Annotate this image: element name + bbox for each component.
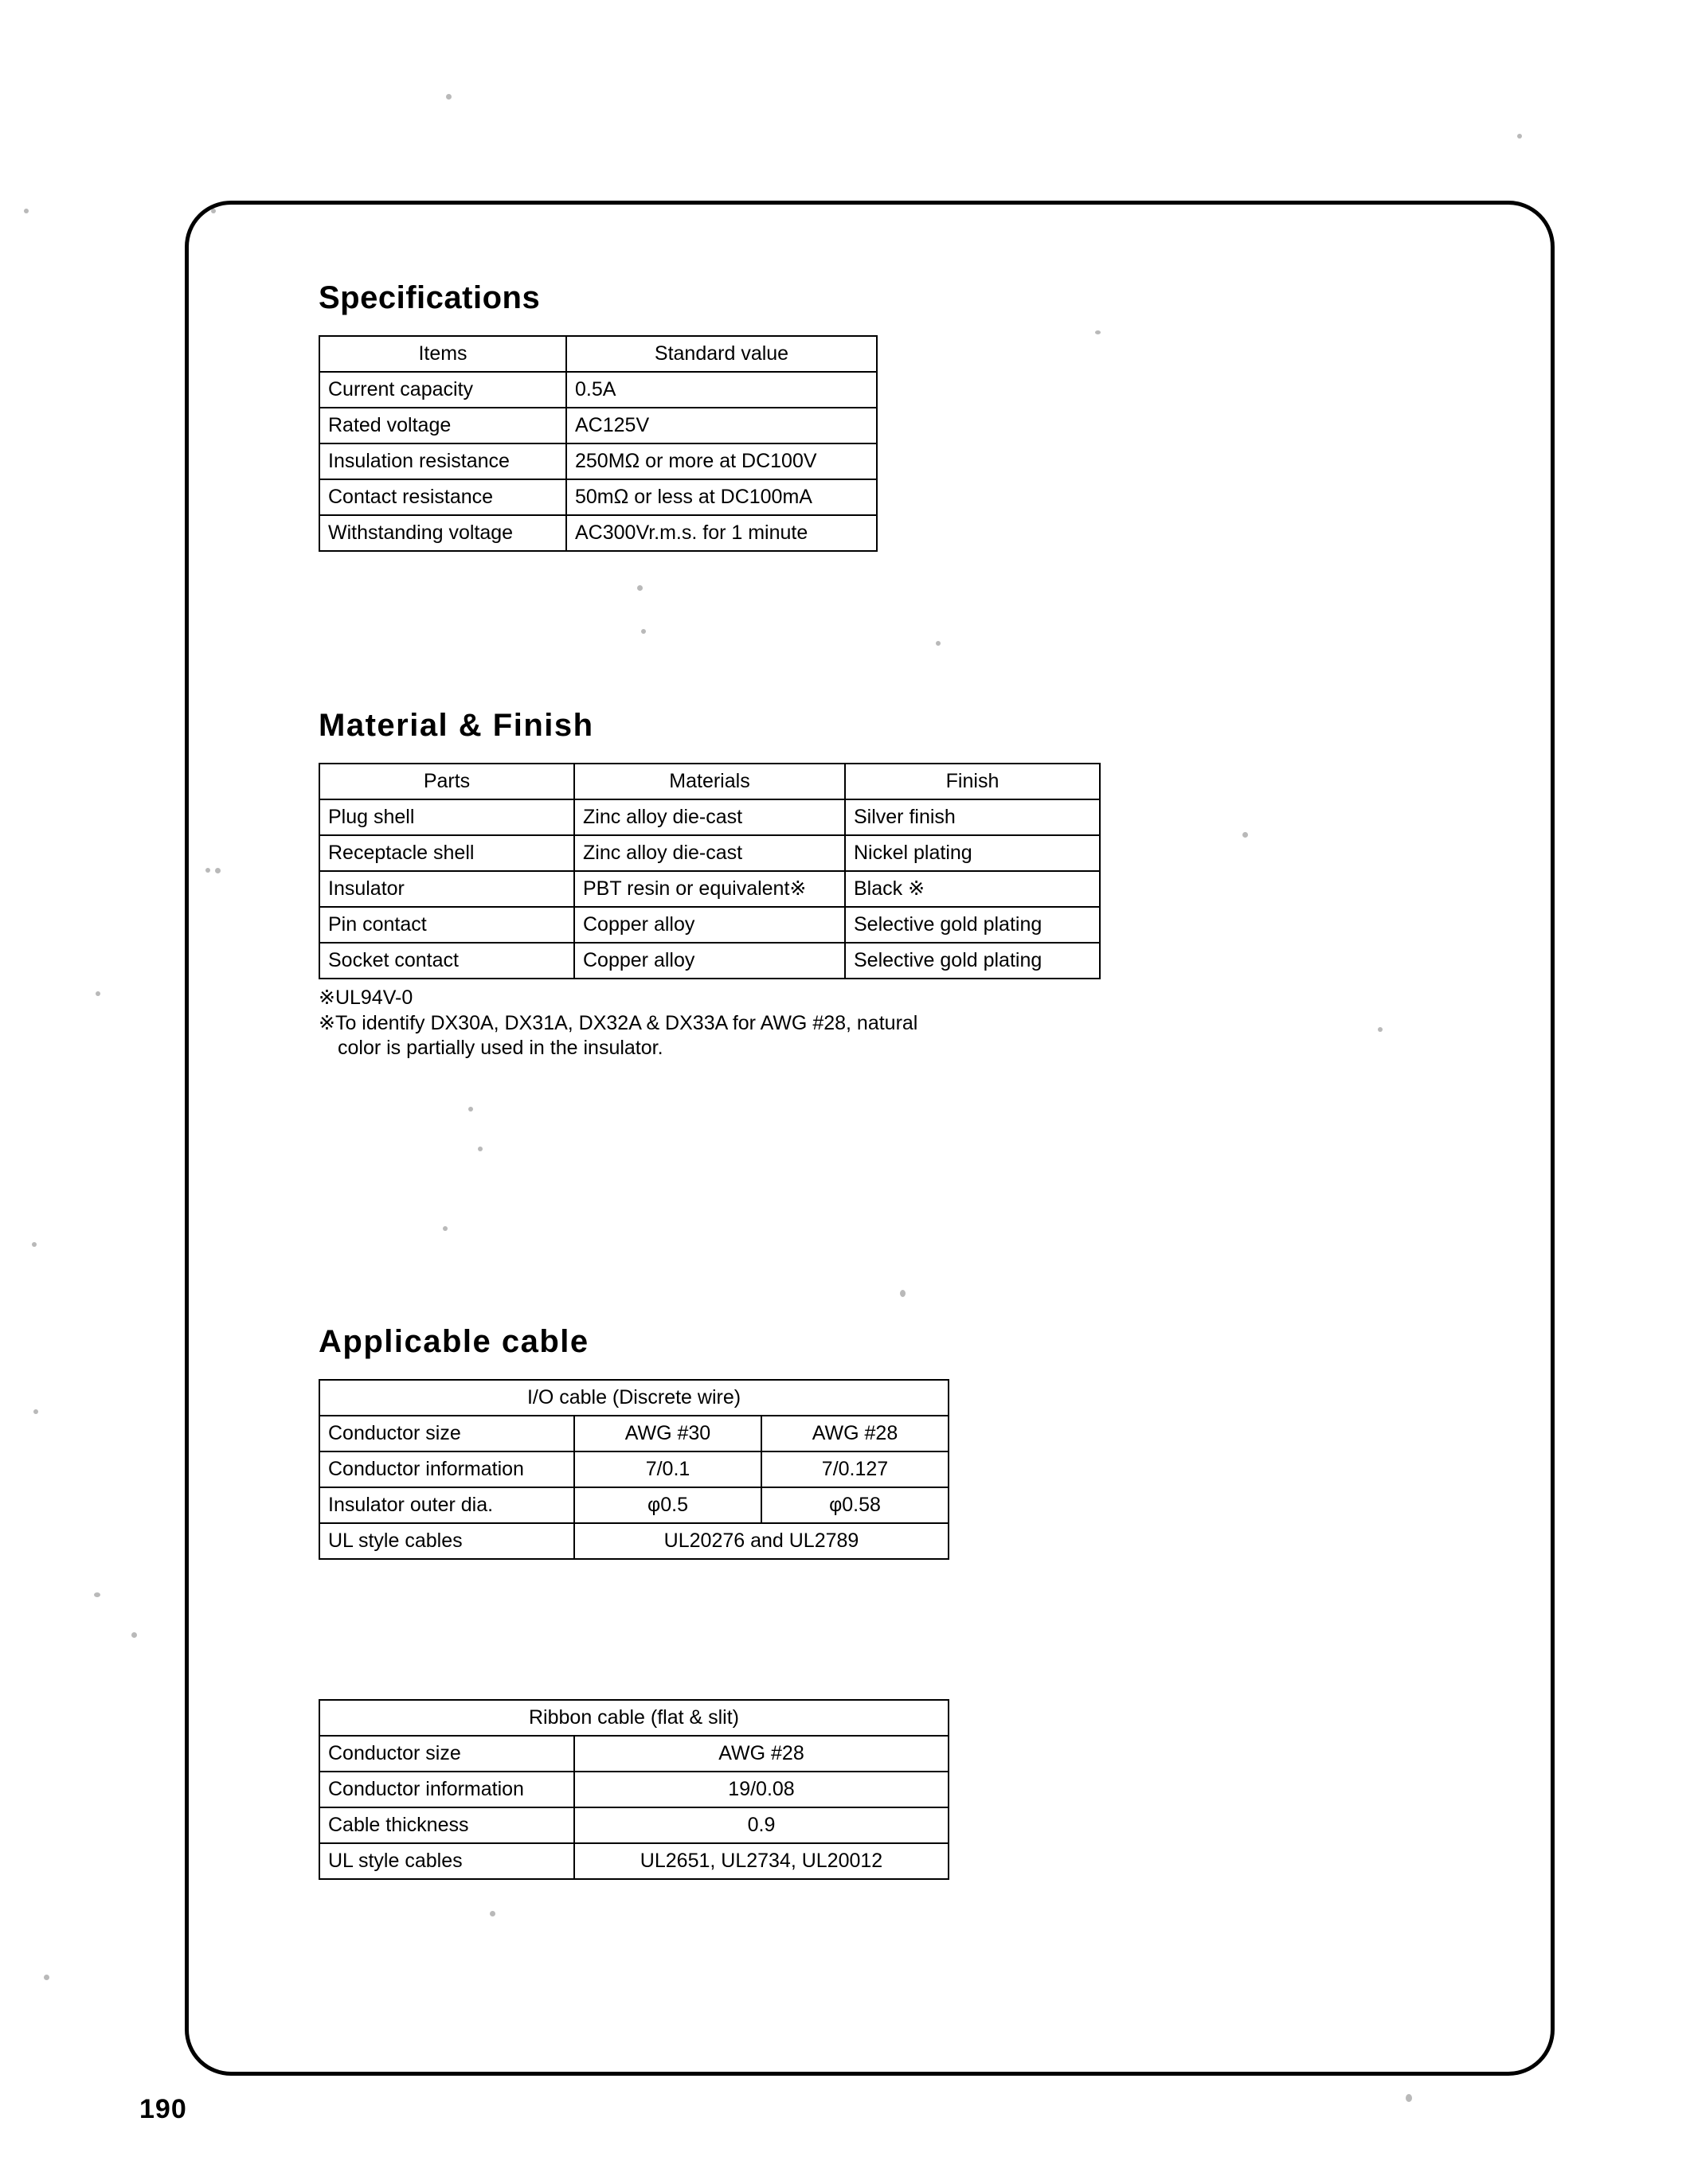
- scan-speck: [33, 1409, 38, 1414]
- table-row: [319, 1523, 949, 1559]
- scan-speck: [94, 1592, 100, 1597]
- table-row: [319, 1487, 949, 1523]
- cell-value: φ0.58: [761, 1487, 949, 1523]
- cell-part: Pin contact: [319, 907, 574, 943]
- table-caption: I/O cable (Discrete wire): [319, 1380, 949, 1416]
- specifications-heading: Specifications: [319, 280, 541, 315]
- note-line: color is partially used in the insulator.: [338, 1037, 663, 1059]
- cell-value: AC125V: [566, 408, 877, 443]
- table-row: [319, 1416, 949, 1451]
- scan-speck: [446, 94, 452, 100]
- cell-value: 7/0.127: [761, 1451, 949, 1487]
- cell-part: Plug shell: [319, 799, 574, 835]
- table-caption-row: [319, 1700, 949, 1736]
- cell-label: UL style cables: [319, 1523, 574, 1559]
- column-header: Finish: [845, 764, 1100, 799]
- table-row: [319, 443, 877, 479]
- table-caption-row: [319, 1380, 949, 1416]
- cell-label: Conductor size: [319, 1416, 574, 1451]
- cell-value: UL2651, UL2734, UL20012: [574, 1843, 949, 1879]
- table-row: [319, 871, 1100, 907]
- column-header: Materials: [574, 764, 845, 799]
- scan-speck: [32, 1242, 37, 1247]
- ribbon-cable-table: [319, 1699, 949, 1880]
- cell-item: Insulation resistance: [319, 443, 566, 479]
- scan-speck: [44, 1975, 49, 1980]
- table-row: [319, 799, 1100, 835]
- scan-speck: [1406, 2094, 1412, 2102]
- cell-label: Conductor size: [319, 1736, 574, 1772]
- cell-finish: Selective gold plating: [845, 907, 1100, 943]
- cell-value: AWG #30: [574, 1416, 761, 1451]
- io-cable-table: [319, 1379, 949, 1560]
- cell-item: Withstanding voltage: [319, 515, 566, 551]
- cell-finish: Nickel plating: [845, 835, 1100, 871]
- material-finish-heading: Material & Finish: [319, 708, 594, 743]
- material-finish-notes: [319, 986, 1418, 1061]
- cell-value: 0.9: [574, 1807, 949, 1843]
- cell-value: AWG #28: [574, 1736, 949, 1772]
- cell-label: UL style cables: [319, 1843, 574, 1879]
- cell-material: Zinc alloy die-cast: [574, 799, 845, 835]
- table-row: [319, 907, 1100, 943]
- page-number: 190: [139, 2094, 187, 2124]
- cell-label: Conductor information: [319, 1451, 574, 1487]
- column-header: Items: [319, 336, 566, 372]
- cell-finish: Silver finish: [845, 799, 1100, 835]
- applicable-cable-heading: Applicable cable: [319, 1323, 589, 1359]
- table-row: [319, 943, 1100, 979]
- cell-value: 0.5A: [566, 372, 877, 408]
- cell-material: Zinc alloy die-cast: [574, 835, 845, 871]
- table-row: [319, 372, 877, 408]
- table-row: [319, 1843, 949, 1879]
- scan-speck: [24, 209, 29, 213]
- cell-material: Copper alloy: [574, 907, 845, 943]
- cell-part: Receptacle shell: [319, 835, 574, 871]
- document-content: [319, 280, 1418, 1880]
- column-header: Standard value: [566, 336, 877, 372]
- cell-value: 250MΩ or more at DC100V: [566, 443, 877, 479]
- cell-item: Current capacity: [319, 372, 566, 408]
- cell-finish: Black ※: [845, 871, 1100, 907]
- table-row: [319, 515, 877, 551]
- cell-value: 50mΩ or less at DC100mA: [566, 479, 877, 515]
- scan-speck: [1517, 134, 1522, 139]
- material-finish-table: [319, 763, 1101, 979]
- cell-value: AC300Vr.m.s. for 1 minute: [566, 515, 877, 551]
- table-header-row: [319, 336, 877, 372]
- note-line: ※UL94V-0: [319, 987, 413, 1009]
- table-caption: Ribbon cable (flat & slit): [319, 1700, 949, 1736]
- note-line: ※To identify DX30A, DX31A, DX32A & DX33A for AWG #28, natural: [319, 1011, 918, 1034]
- section-gap: [319, 1061, 1418, 1324]
- scan-speck: [131, 1632, 137, 1638]
- section-gap: [319, 558, 1418, 708]
- cell-label: Conductor information: [319, 1772, 574, 1807]
- cell-value: UL20276 and UL2789: [574, 1523, 949, 1559]
- cell-value: AWG #28: [761, 1416, 949, 1451]
- cell-part: Insulator: [319, 871, 574, 907]
- cell-part: Socket contact: [319, 943, 574, 979]
- table-row: [319, 835, 1100, 871]
- table-row: [319, 479, 877, 515]
- column-header: Parts: [319, 764, 574, 799]
- cell-finish: Selective gold plating: [845, 943, 1100, 979]
- table-row: [319, 1451, 949, 1487]
- table-row: [319, 1772, 949, 1807]
- table-row: [319, 1736, 949, 1772]
- table-header-row: [319, 764, 1100, 799]
- scan-speck: [96, 991, 100, 996]
- cell-value: φ0.5: [574, 1487, 761, 1523]
- cell-item: Contact resistance: [319, 479, 566, 515]
- cell-value: 19/0.08: [574, 1772, 949, 1807]
- specifications-table: [319, 335, 878, 552]
- cell-item: Rated voltage: [319, 408, 566, 443]
- cell-label: Insulator outer dia.: [319, 1487, 574, 1523]
- table-row: [319, 408, 877, 443]
- cell-label: Cable thickness: [319, 1807, 574, 1843]
- cell-material: Copper alloy: [574, 943, 845, 979]
- cell-value: 7/0.1: [574, 1451, 761, 1487]
- section-gap: [319, 1560, 1418, 1699]
- table-row: [319, 1807, 949, 1843]
- cell-material: PBT resin or equivalent※: [574, 871, 845, 907]
